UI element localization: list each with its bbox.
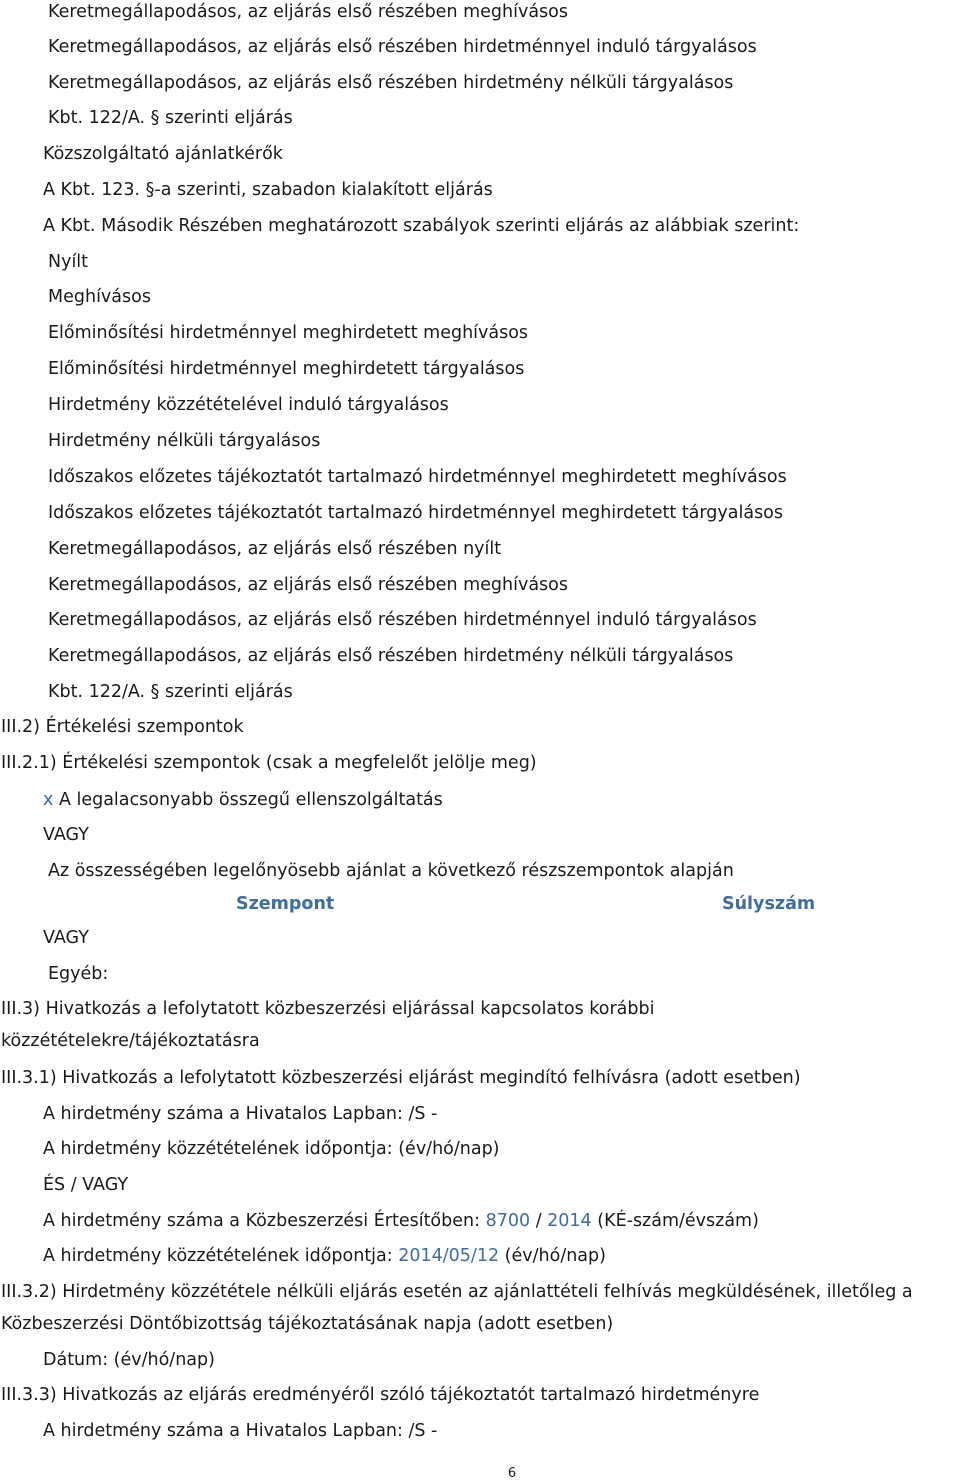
- procedure-type: Keretmegállapodásos, az eljárás első részében meghívásos: [48, 575, 568, 595]
- selected-mark: x: [43, 790, 54, 810]
- procedure-option: Kbt. 122/A. § szerinti eljárás: [48, 108, 293, 128]
- procedure-type: Előminősítési hirdetménnyel meghirdetett tárgyalásos: [48, 359, 525, 379]
- publication-date: A hirdetmény közzétételének időpontja: (év/hó/nap): [43, 1139, 500, 1159]
- ke-number-value: 8700: [485, 1211, 531, 1231]
- procedure-option: Közszolgáltató ajánlatkérők: [43, 144, 283, 164]
- or-separator: VAGY: [43, 825, 89, 845]
- procedure-type: Kbt. 122/A. § szerinti eljárás: [48, 682, 293, 702]
- option-label: A legalacsonyabb összegű ellenszolgáltatás: [58, 790, 443, 810]
- procedure-option: Keretmegállapodásos, az eljárás első részében hirdetménnyel induló tárgyalásos: [48, 37, 757, 57]
- ke-date-value: 2014/05/12: [398, 1246, 500, 1266]
- ke-number-format: (KÉ-szám/évszám): [591, 1211, 759, 1231]
- or-separator: VAGY: [43, 928, 89, 948]
- and-or-separator: ÉS / VAGY: [43, 1175, 129, 1195]
- ke-date-label: A hirdetmény közzétételének időpontja:: [43, 1246, 399, 1266]
- section-heading-iii-2: III.2) Értékelési szempontok: [1, 717, 244, 737]
- subsection-heading-iii-3-2: III.3.2) Hirdetmény közzététele nélküli eljárás esetén az ajánlattételi felhívás megküldésének, illetőleg a: [1, 1282, 913, 1302]
- procedure-type: Időszakos előzetes tájékoztatót tartalmazó hirdetménnyel meghirdetett meghívásos: [48, 467, 787, 487]
- subsection-heading-iii-3-1: III.3.1) Hivatkozás a lefolytatott közbeszerzési eljárást megindító felhívásra (adott esetben): [1, 1068, 801, 1088]
- procedure-option: Keretmegállapodásos, az eljárás első részében meghívásos: [48, 2, 568, 22]
- date-field: Dátum: (év/hó/nap): [43, 1350, 215, 1370]
- ke-number-label: A hirdetmény száma a Közbeszerzési Értesítőben:: [43, 1211, 486, 1231]
- procedure-type: Hirdetmény közzétételével induló tárgyalásos: [48, 395, 449, 415]
- procedure-option: A Kbt. Második Részében meghatározott szabályok szerinti eljárás az alábbiak szerint:: [43, 216, 800, 236]
- column-header-criterion: Szempont: [236, 894, 335, 914]
- ke-notice-number: [43, 1210, 759, 1232]
- column-header-weight: Súlyszám: [722, 894, 816, 914]
- subsection-heading-iii-3-2-cont: Közbeszerzési Döntőbizottság tájékoztatásának napja (adott esetben): [1, 1314, 614, 1334]
- criterion-option-best-value: Az összességében legelőnyösebb ajánlat a következő részszempontok alapján: [48, 861, 734, 881]
- section-heading-iii-3-cont: közzétételekre/tájékoztatásra: [1, 1031, 260, 1051]
- ke-date-format: (év/hó/nap): [499, 1246, 606, 1266]
- procedure-type: Előminősítési hirdetménnyel meghirdetett meghívásos: [48, 323, 529, 343]
- page-number: 6: [507, 1466, 517, 1481]
- procedure-option: Keretmegállapodásos, az eljárás első részében hirdetmény nélküli tárgyalásos: [48, 73, 734, 93]
- procedure-type: Keretmegállapodásos, az eljárás első részében nyílt: [48, 539, 502, 559]
- procedure-type: Keretmegállapodásos, az eljárás első részében hirdetmény nélküli tárgyalásos: [48, 646, 734, 666]
- ke-publication-date: [43, 1245, 606, 1267]
- criterion-option-lowest-price: [43, 789, 443, 811]
- procedure-type: Hirdetmény nélküli tárgyalásos: [48, 431, 321, 451]
- criterion-option-other: Egyéb:: [48, 964, 109, 984]
- subsection-heading-iii-3-3: III.3.3) Hivatkozás az eljárás eredményéről szóló tájékoztatót tartalmazó hirdetményre: [1, 1385, 760, 1405]
- procedure-type: Nyílt: [48, 252, 89, 272]
- oj-notice-number: A hirdetmény száma a Hivatalos Lapban: /S -: [43, 1421, 438, 1441]
- procedure-type: Meghívásos: [48, 287, 151, 307]
- ke-separator: /: [530, 1211, 548, 1231]
- ke-year-value: 2014: [547, 1211, 592, 1231]
- procedure-type: Keretmegállapodásos, az eljárás első részében hirdetménnyel induló tárgyalásos: [48, 610, 757, 630]
- section-heading-iii-3: III.3) Hivatkozás a lefolytatott közbeszerzési eljárással kapcsolatos korábbi: [1, 999, 655, 1019]
- oj-notice-number: A hirdetmény száma a Hivatalos Lapban: /S -: [43, 1104, 438, 1124]
- procedure-type: Időszakos előzetes tájékoztatót tartalmazó hirdetménnyel meghirdetett tárgyalásos: [48, 503, 784, 523]
- subsection-heading-iii-2-1: III.2.1) Értékelési szempontok (csak a megfelelőt jelölje meg): [1, 753, 537, 773]
- procedure-option: A Kbt. 123. §-a szerinti, szabadon kialakított eljárás: [43, 180, 493, 200]
